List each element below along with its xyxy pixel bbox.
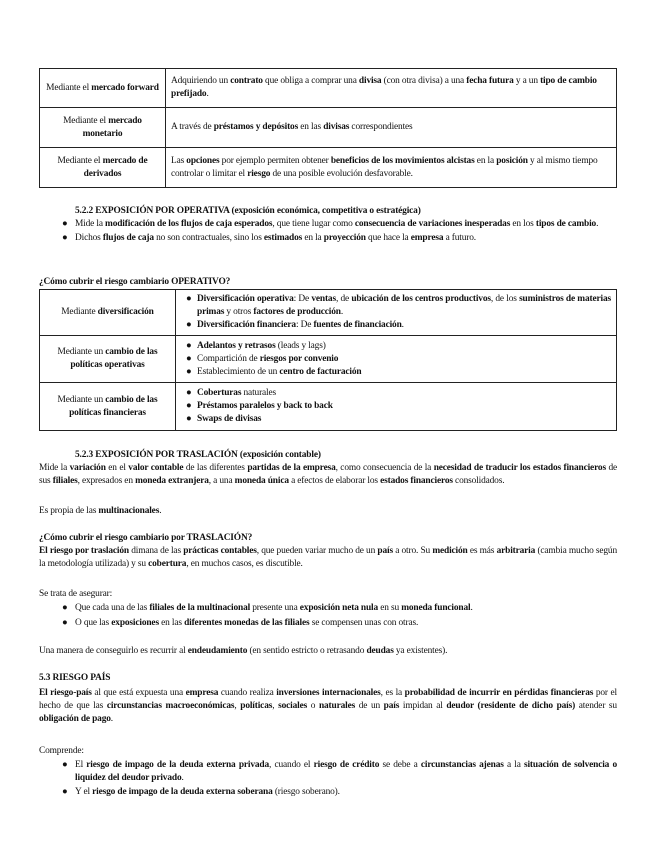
section-heading-523: 5.2.3 EXPOSICIÓN POR TRASLACIÓN (exposición contable) <box>75 450 321 460</box>
question-operativo: ¿Cómo cubrir el riesgo cambiario OPERATIVO? <box>39 277 231 287</box>
bullet-icon: ● <box>62 219 68 229</box>
paragraph: Mide la variación en el valor contable de las diferentes partidas de la empresa, como consecuencia de la necesidad de traducir los estados financieros de sus filiales, expresados en moneda extranjera, a una moneda única a efectos de elaborar los estados financieros consolidados. <box>39 463 617 486</box>
bullet-icon: ● <box>186 414 192 424</box>
list-item: ● Coberturas naturales <box>186 388 277 398</box>
list-item: ● Y el riesgo de impago de la deuda externa soberana (riesgo soberano). <box>62 787 340 797</box>
paragraph: Se trata de asegurar: <box>39 589 113 599</box>
riesgo-pais-bullets <box>39 759 617 799</box>
section-heading-53: 5.3 RIESGO PAÍS <box>39 673 111 683</box>
table-row <box>40 290 617 336</box>
table-row <box>40 383 617 431</box>
table-cell-list <box>176 290 617 336</box>
paragraph: Comprende: <box>39 746 84 756</box>
hedging-markets-table <box>39 68 617 188</box>
bullet-icon: ● <box>186 340 192 351</box>
table-cell-label: Mediante un cambio de las políticas financieras <box>40 383 176 431</box>
paragraph: El riesgo-país al que está expuesta una empresa cuando realiza inversiones internacionales, es la probabilidad de incurrir en pérdidas financieras por el hecho de que las circunstancias macroeconómicas, políticas, sociales o naturales de un país impidan al deudor (residente de dicho país) atender su obligación de pago. <box>39 688 617 724</box>
table-cell-label: Mediante diversificación <box>40 290 176 336</box>
paragraph: Una manera de conseguirlo es recurrir al endeudamiento (en sentido estricto o retrasando deudas ya existentes). <box>39 646 448 656</box>
table-row <box>40 108 617 148</box>
list-item: ● El riesgo de impago de la deuda externa privada, cuando el riesgo de crédito se debe a circunstancias ajenas a la situación de solvencia o liquidez del deudor privado. <box>62 760 617 783</box>
bullet-icon: ● <box>62 603 68 613</box>
bullet-icon: ● <box>186 320 192 330</box>
table-row <box>40 336 617 383</box>
bullet-icon: ● <box>186 294 192 304</box>
list-item: ● Que cada una de las filiales de la multinacional presente una exposición neta nula en su moneda funcional. <box>62 603 473 613</box>
bullet-icon: ● <box>186 353 192 364</box>
table-row <box>40 69 617 108</box>
traslacion-bullets <box>39 602 617 630</box>
question-traslacion: ¿Cómo cubrir el riesgo cambiario por TRASLACIÓN? <box>39 533 253 543</box>
bullet-icon: ● <box>62 233 68 243</box>
list-item: ● O que las exposiciones en las diferentes monedas de las filiales se compensen unas con otras. <box>62 618 419 628</box>
table-cell-label: Mediante el mercado de derivados <box>40 148 166 188</box>
table-row <box>40 148 617 188</box>
bullet-icon: ● <box>186 388 192 398</box>
bullet-icon: ● <box>62 618 68 628</box>
table-cell-list <box>176 383 617 431</box>
list-item: ● Mide la modificación de los flujos de caja esperados, que tiene lugar como consecuencia de variaciones inesperadas en los tipos de cambio. <box>62 219 599 229</box>
list-item: ● Diversificación operativa: De ventas, de ubicación de los centros productivos, de los suministros de materias primas y otros factores de producción. <box>186 294 611 317</box>
table-cell-text: Adquiriendo un contrato que obliga a comprar una divisa (con otra divisa) a una fecha futura y a un tipo de cambio prefijado. <box>166 69 617 108</box>
bullet-icon: ● <box>186 401 192 411</box>
table-cell-text: A través de préstamos y depósitos en las divisas correspondientes <box>166 108 617 148</box>
bullet-icon: ● <box>62 760 68 770</box>
list-item: ● Adelantos y retrasos (leads y lags) <box>186 340 326 351</box>
list-item: ● Dichos flujos de caja no son contractuales, sino los estimados en la proyección que hace la empresa a futuro. <box>62 233 476 243</box>
list-item: ● Swaps de divisas <box>186 414 262 424</box>
paragraph: Es propia de las multinacionales. <box>39 506 162 516</box>
list-item: ● Establecimiento de un centro de facturación <box>186 366 362 377</box>
bullet-icon: ● <box>62 787 68 797</box>
list-item: ● Diversificación financiera: De fuentes de financiación. <box>186 320 404 330</box>
table-cell-label: Mediante el mercado forward <box>40 69 166 108</box>
operativo-hedging-table <box>39 289 617 431</box>
table-cell-list <box>176 336 617 383</box>
paragraph: El riesgo por traslación dimana de las prácticas contables, que pueden variar mucho de un país a otro. Su medición es más arbitraria (cambia mucho según la metodología utilizada) y su cobertura, en muchos casos, es discutible. <box>39 546 617 569</box>
list-item: ● Compartición de riesgos por convenio <box>186 353 339 364</box>
table-cell-text: Las opciones por ejemplo permiten obtener beneficios de los movimientos alcistas en la posición y al mismo tiempo controlar o limitar el riesgo de una posible evolución desfavorable. <box>166 148 617 188</box>
section-heading-522: 5.2.2 EXPOSICIÓN POR OPERATIVA (exposición económica, competitiva o estratégica) <box>75 206 421 216</box>
bullet-icon: ● <box>186 366 192 377</box>
list-item: ● Préstamos paralelos y back to back <box>186 401 333 411</box>
table-cell-label: Mediante un cambio de las políticas operativas <box>40 336 176 383</box>
table-cell-label: Mediante el mercado monetario <box>40 108 166 148</box>
operativa-bullets <box>39 218 617 245</box>
